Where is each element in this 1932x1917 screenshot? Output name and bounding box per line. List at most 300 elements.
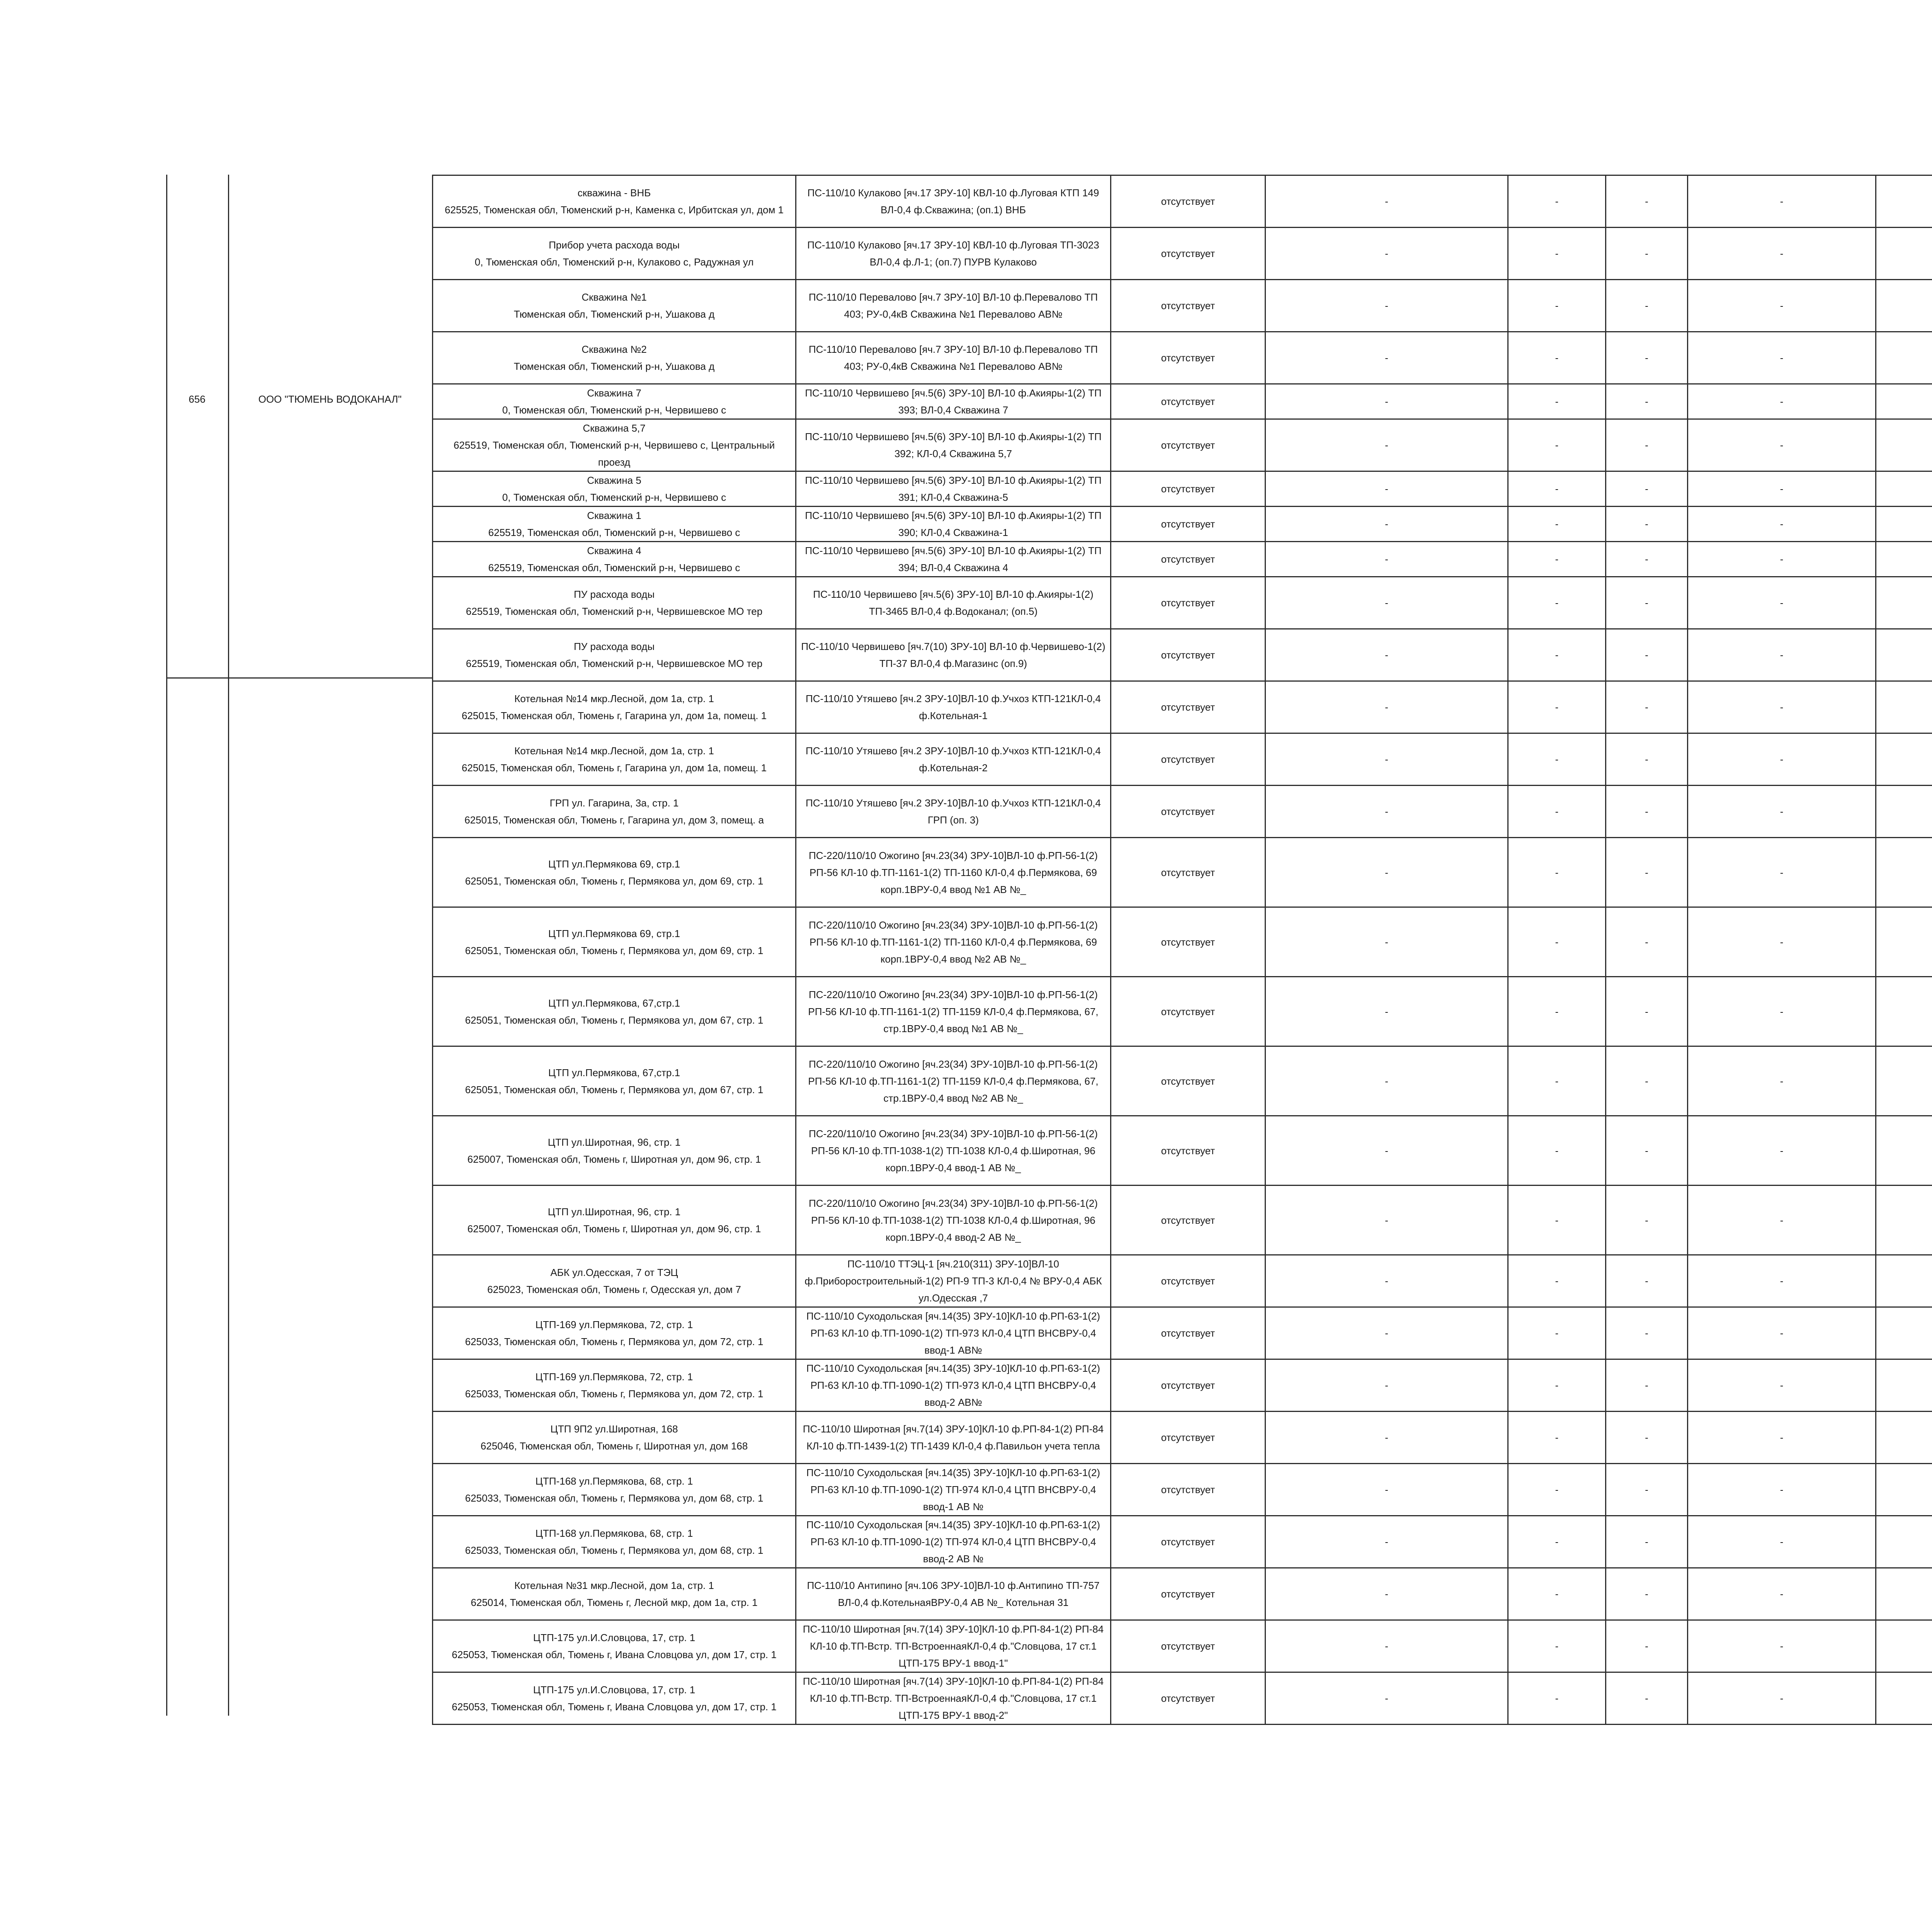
object-cell: [433, 1046, 796, 1116]
value-cell: -: [1688, 907, 1876, 977]
connection-cell: ПС-110/10 Кулаково [яч.17 ЗРУ-10] КВЛ-10 ф.Луговая ТП-3023 ВЛ-0,4 ф.Л-1; (оп.7) ПУРВ Кулаково: [796, 228, 1111, 280]
table-row: [433, 1046, 1932, 1116]
object-address: 625033, Тюменская обл, Тюмень г, Пермякова ул, дом 68, стр. 1: [465, 1492, 764, 1504]
value-cell: [1876, 907, 1932, 977]
value-cell: -: [1265, 786, 1508, 838]
value-cell: -: [1688, 1116, 1876, 1186]
status-cell: отсутствует: [1111, 1412, 1265, 1464]
value-cell: -: [1265, 1116, 1508, 1186]
value-cell: -: [1606, 977, 1688, 1046]
value-cell: -: [1606, 175, 1688, 228]
object-name: Скважина 5,7: [583, 422, 646, 434]
value-cell: -: [1508, 629, 1606, 681]
table-row: [433, 681, 1932, 733]
table-row: [433, 786, 1932, 838]
object-name: ЦТП-169 ул.Пермякова, 72, стр. 1: [535, 1319, 693, 1330]
value-cell: -: [1508, 577, 1606, 629]
value-cell: [1876, 1116, 1932, 1186]
value-cell: -: [1265, 1359, 1508, 1412]
object-address: 625046, Тюменская обл, Тюмень г, Широтная ул, дом 168: [480, 1440, 748, 1452]
value-cell: -: [1688, 1186, 1876, 1255]
value-cell: -: [1265, 629, 1508, 681]
value-cell: -: [1508, 1672, 1606, 1725]
value-cell: [1876, 1359, 1932, 1412]
table-row: [433, 175, 1932, 228]
object-cell: [433, 1672, 796, 1725]
value-cell: -: [1265, 1412, 1508, 1464]
table-row: [433, 507, 1932, 542]
status-cell: отсутствует: [1111, 542, 1265, 577]
table-row: [433, 1307, 1932, 1359]
value-cell: -: [1606, 1620, 1688, 1672]
connection-cell: ПС-110/10 Червишево [яч.5(6) ЗРУ-10] ВЛ-10 ф.Акияры-1(2) ТП 390; КЛ-0,4 Скважина-1: [796, 507, 1111, 542]
object-address: 625519, Тюменская обл, Тюменский р-н, Червишево с: [488, 527, 740, 538]
value-cell: -: [1606, 228, 1688, 280]
object-cell: [433, 1255, 796, 1307]
table-row: [433, 228, 1932, 280]
object-name: ЦТП-175 ул.И.Словцова, 17, стр. 1: [533, 1684, 696, 1696]
value-cell: -: [1606, 733, 1688, 786]
object-address: 625519, Тюменская обл, Тюменский р-н, Червишево с, Центральный проезд: [453, 439, 775, 468]
table-row: [433, 1412, 1932, 1464]
object-address: 0, Тюменская обл, Тюменский р-н, Червишево с: [502, 404, 726, 416]
object-cell: [433, 1307, 796, 1359]
object-cell: [433, 1464, 796, 1516]
org-divider-line: [228, 175, 229, 1716]
value-cell: -: [1508, 1116, 1606, 1186]
table-row: [433, 1620, 1932, 1672]
value-cell: [1876, 1672, 1932, 1725]
object-address: 625525, Тюменская обл, Тюменский р-н, Каменка с, Ирбитская ул, дом 1: [444, 204, 784, 216]
connection-cell: ПС-220/110/10 Ожогино [яч.23(34) ЗРУ-10]ВЛ-10 ф.РП-56-1(2) РП-56 КЛ-10 ф.ТП-1161-1(2) ТП-1159 КЛ-0,4 ф.Пермякова, 67, стр.1ВРУ-0,4 ввод №1 АВ №_: [796, 977, 1111, 1046]
object-cell: [433, 542, 796, 577]
object-name: Котельная №31 мкр.Лесной, дом 1а, стр. 1: [514, 1580, 714, 1591]
status-cell: отсутствует: [1111, 1307, 1265, 1359]
object-address: 0, Тюменская обл, Тюменский р-н, Червишево с: [502, 492, 726, 503]
object-name: ГРП ул. Гагарина, 3а, стр. 1: [549, 797, 679, 809]
object-name: ЦТП-168 ул.Пермякова, 68, стр. 1: [535, 1527, 693, 1539]
object-name: скважина - ВНБ: [577, 187, 651, 199]
value-cell: -: [1688, 838, 1876, 907]
value-cell: -: [1606, 1046, 1688, 1116]
connection-cell: ПС-110/10 Широтная [яч.7(14) ЗРУ-10]КЛ-10 ф.РП-84-1(2) РП-84 КЛ-10 ф.ТП-1439-1(2) ТП-1439 КЛ-0,4 ф.Павильон учета тепла: [796, 1412, 1111, 1464]
connection-table: [432, 175, 1932, 1725]
object-address: 625519, Тюменская обл, Тюменский р-н, Червишевское МО тер: [466, 606, 763, 617]
value-cell: -: [1606, 629, 1688, 681]
value-cell: [1876, 1046, 1932, 1116]
object-name: Скважина №2: [582, 344, 647, 355]
connection-cell: ПС-110/10 Утяшево [яч.2 ЗРУ-10]ВЛ-10 ф.Учхоз КТП-121КЛ-0,4 ф.Котельная-2: [796, 733, 1111, 786]
value-cell: -: [1508, 332, 1606, 384]
value-cell: [1876, 681, 1932, 733]
value-cell: -: [1688, 228, 1876, 280]
value-cell: -: [1508, 384, 1606, 419]
status-cell: отсутствует: [1111, 419, 1265, 471]
connection-cell: ПС-110/10 Суходольская [яч.14(35) ЗРУ-10]КЛ-10 ф.РП-63-1(2) РП-63 КЛ-10 ф.ТП-1090-1(2) ТП-973 КЛ-0,4 ЦТП ВНСВРУ-0,4 ввод-2 АВ№: [796, 1359, 1111, 1412]
value-cell: [1876, 1307, 1932, 1359]
value-cell: -: [1265, 907, 1508, 977]
table-row: [433, 977, 1932, 1046]
object-name: Котельная №14 мкр.Лесной, дом 1а, стр. 1: [514, 745, 714, 757]
object-cell: [433, 332, 796, 384]
object-address: Тюменская обл, Тюменский р-н, Ушакова д: [514, 308, 715, 320]
value-cell: -: [1265, 1568, 1508, 1620]
object-name: ЦТП 9П2 ул.Широтная, 168: [550, 1423, 678, 1435]
status-cell: отсутствует: [1111, 629, 1265, 681]
table-row: [433, 1186, 1932, 1255]
object-address: 625519, Тюменская обл, Тюменский р-н, Червишевское МО тер: [466, 658, 763, 669]
value-cell: -: [1606, 332, 1688, 384]
value-cell: -: [1606, 542, 1688, 577]
object-name: Скважина 1: [587, 510, 641, 521]
status-cell: отсутствует: [1111, 1464, 1265, 1516]
value-cell: -: [1688, 1046, 1876, 1116]
left-border-line: [166, 175, 167, 1716]
value-cell: -: [1688, 1412, 1876, 1464]
object-address: 625015, Тюменская обл, Тюмень г, Гагарина ул, дом 1а, помещ. 1: [461, 710, 767, 721]
table-row: [433, 280, 1932, 332]
value-cell: -: [1508, 1412, 1606, 1464]
object-address: 625519, Тюменская обл, Тюменский р-н, Червишево с: [488, 562, 740, 573]
object-name: Скважина 4: [587, 545, 641, 556]
value-cell: [1876, 384, 1932, 419]
value-cell: [1876, 1412, 1932, 1464]
value-cell: [1876, 332, 1932, 384]
object-name: Котельная №14 мкр.Лесной, дом 1а, стр. 1: [514, 693, 714, 704]
object-address: 625015, Тюменская обл, Тюмень г, Гагарина ул, дом 1а, помещ. 1: [461, 762, 767, 774]
value-cell: -: [1508, 1307, 1606, 1359]
connection-cell: ПС-220/110/10 Ожогино [яч.23(34) ЗРУ-10]ВЛ-10 ф.РП-56-1(2) РП-56 КЛ-10 ф.ТП-1038-1(2) ТП-1038 КЛ-0,4 ф.Широтная, 96 корп.1ВРУ-0,4 ввод-1 АВ №_: [796, 1116, 1111, 1186]
value-cell: [1876, 1620, 1932, 1672]
object-name: Прибор учета расхода воды: [549, 239, 680, 251]
status-cell: отсутствует: [1111, 1359, 1265, 1412]
object-cell: [433, 786, 796, 838]
object-cell: [433, 1186, 796, 1255]
table-row: [433, 1672, 1932, 1725]
connection-cell: ПС-110/10 Утяшево [яч.2 ЗРУ-10]ВЛ-10 ф.Учхоз КТП-121КЛ-0,4 ф.Котельная-1: [796, 681, 1111, 733]
value-cell: -: [1688, 1568, 1876, 1620]
value-cell: -: [1606, 1464, 1688, 1516]
value-cell: -: [1606, 1186, 1688, 1255]
value-cell: -: [1688, 1620, 1876, 1672]
value-cell: [1876, 175, 1932, 228]
value-cell: -: [1508, 1568, 1606, 1620]
object-cell: [433, 471, 796, 507]
value-cell: -: [1265, 1186, 1508, 1255]
value-cell: -: [1508, 681, 1606, 733]
value-cell: [1876, 1255, 1932, 1307]
object-address: Тюменская обл, Тюменский р-н, Ушакова д: [514, 361, 715, 372]
value-cell: -: [1265, 577, 1508, 629]
value-cell: [1876, 542, 1932, 577]
connection-cell: ПС-110/10 ТТЭЦ-1 [яч.210(311) ЗРУ-10]ВЛ-10 ф.Приборостроительный-1(2) РП-9 ТП-3 КЛ-0,4 № ВРУ-0,4 АБК ул.Одесская ,7: [796, 1255, 1111, 1307]
value-cell: -: [1606, 280, 1688, 332]
object-name: ЦТП-175 ул.И.Словцова, 17, стр. 1: [533, 1632, 696, 1643]
value-cell: -: [1688, 507, 1876, 542]
value-cell: -: [1508, 1255, 1606, 1307]
value-cell: [1876, 577, 1932, 629]
value-cell: -: [1606, 681, 1688, 733]
value-cell: -: [1688, 471, 1876, 507]
table-row: [433, 1516, 1932, 1568]
object-cell: [433, 1620, 796, 1672]
status-cell: отсутствует: [1111, 577, 1265, 629]
value-cell: -: [1606, 907, 1688, 977]
value-cell: [1876, 1516, 1932, 1568]
object-address: 625053, Тюменская обл, Тюмень г, Ивана Словцова ул, дом 17, стр. 1: [452, 1701, 777, 1713]
object-address: 625023, Тюменская обл, Тюмень г, Одесская ул, дом 7: [487, 1284, 741, 1295]
value-cell: -: [1265, 1464, 1508, 1516]
value-cell: -: [1508, 228, 1606, 280]
connection-cell: ПС-110/10 Червишево [яч.7(10) ЗРУ-10] ВЛ-10 ф.Червишево-1(2) ТП-37 ВЛ-0,4 ф.Магазинс (оп.9): [796, 629, 1111, 681]
value-cell: -: [1265, 542, 1508, 577]
table-row: [433, 542, 1932, 577]
value-cell: [1876, 471, 1932, 507]
value-cell: -: [1688, 1359, 1876, 1412]
object-name: Скважина 5: [587, 475, 641, 486]
value-cell: -: [1508, 1046, 1606, 1116]
table-row: [433, 629, 1932, 681]
value-cell: -: [1265, 1672, 1508, 1725]
object-address: 625053, Тюменская обл, Тюмень г, Ивана Словцова ул, дом 17, стр. 1: [452, 1649, 777, 1660]
value-cell: -: [1508, 907, 1606, 977]
value-cell: -: [1508, 1516, 1606, 1568]
value-cell: -: [1508, 977, 1606, 1046]
table-row: [433, 1359, 1932, 1412]
object-cell: [433, 577, 796, 629]
object-cell: [433, 1359, 796, 1412]
value-cell: [1876, 280, 1932, 332]
status-cell: отсутствует: [1111, 1620, 1265, 1672]
value-cell: -: [1606, 1116, 1688, 1186]
status-cell: отсутствует: [1111, 507, 1265, 542]
status-cell: отсутствует: [1111, 384, 1265, 419]
value-cell: -: [1265, 1046, 1508, 1116]
object-name: ПУ расхода воды: [573, 589, 655, 600]
value-cell: -: [1688, 1464, 1876, 1516]
value-cell: -: [1265, 1516, 1508, 1568]
connection-cell: ПС-110/10 Кулаково [яч.17 ЗРУ-10] КВЛ-10 ф.Луговая КТП 149 ВЛ-0,4 ф.Скважина; (оп.1) ВНБ: [796, 175, 1111, 228]
status-cell: отсутствует: [1111, 1046, 1265, 1116]
value-cell: -: [1508, 1359, 1606, 1412]
object-address: 625051, Тюменская обл, Тюмень г, Пермякова ул, дом 67, стр. 1: [465, 1084, 764, 1095]
value-cell: -: [1688, 629, 1876, 681]
status-cell: отсутствует: [1111, 1568, 1265, 1620]
value-cell: [1876, 1464, 1932, 1516]
connection-cell: ПС-220/110/10 Ожогино [яч.23(34) ЗРУ-10]ВЛ-10 ф.РП-56-1(2) РП-56 КЛ-10 ф.ТП-1161-1(2) ТП-1160 КЛ-0,4 ф.Пермякова, 69 корп.1ВРУ-0,4 ввод №2 АВ №_: [796, 907, 1111, 977]
connection-cell: ПС-220/110/10 Ожогино [яч.23(34) ЗРУ-10]ВЛ-10 ф.РП-56-1(2) РП-56 КЛ-10 ф.ТП-1161-1(2) ТП-1159 КЛ-0,4 ф.Пермякова, 67, стр.1ВРУ-0,4 ввод №2 АВ №_: [796, 1046, 1111, 1116]
value-cell: -: [1265, 507, 1508, 542]
status-cell: отсутствует: [1111, 1255, 1265, 1307]
value-cell: -: [1688, 332, 1876, 384]
value-cell: -: [1265, 175, 1508, 228]
value-cell: -: [1688, 733, 1876, 786]
table-row: [433, 471, 1932, 507]
status-cell: отсутствует: [1111, 907, 1265, 977]
value-cell: -: [1688, 419, 1876, 471]
value-cell: -: [1508, 471, 1606, 507]
object-cell: [433, 733, 796, 786]
value-cell: -: [1265, 228, 1508, 280]
status-cell: отсутствует: [1111, 733, 1265, 786]
value-cell: -: [1606, 786, 1688, 838]
object-address: 625014, Тюменская обл, Тюмень г, Лесной мкр, дом 1а, стр. 1: [471, 1597, 758, 1608]
value-cell: -: [1606, 838, 1688, 907]
connection-cell: ПС-110/10 Червишево [яч.5(6) ЗРУ-10] ВЛ-10 ф.Акияры-1(2) ТП-3465 ВЛ-0,4 ф.Водоканал; (оп.5): [796, 577, 1111, 629]
object-cell: [433, 384, 796, 419]
connection-cell: ПС-110/10 Широтная [яч.7(14) ЗРУ-10]КЛ-10 ф.РП-84-1(2) РП-84 КЛ-10 ф.ТП-Встр. ТП-ВстроеннаяКЛ-0,4 ф."Словцова, 17 ст.1 ЦТП-175 ВРУ-1 ввод-2": [796, 1672, 1111, 1725]
object-cell: [433, 507, 796, 542]
value-cell: -: [1265, 471, 1508, 507]
value-cell: -: [1606, 1412, 1688, 1464]
object-cell: [433, 1568, 796, 1620]
status-cell: отсутствует: [1111, 228, 1265, 280]
value-cell: -: [1606, 471, 1688, 507]
object-address: 625033, Тюменская обл, Тюмень г, Пермякова ул, дом 72, стр. 1: [465, 1336, 764, 1347]
value-cell: -: [1606, 1255, 1688, 1307]
object-address: 625051, Тюменская обл, Тюмень г, Пермякова ул, дом 69, стр. 1: [465, 875, 764, 887]
value-cell: -: [1606, 1568, 1688, 1620]
status-cell: отсутствует: [1111, 1186, 1265, 1255]
value-cell: -: [1688, 384, 1876, 419]
table-row: [433, 332, 1932, 384]
value-cell: -: [1508, 419, 1606, 471]
object-cell: [433, 977, 796, 1046]
org-number: 656: [189, 393, 206, 405]
value-cell: -: [1265, 1307, 1508, 1359]
object-cell: [433, 1516, 796, 1568]
object-cell: [433, 681, 796, 733]
object-address: 625051, Тюменская обл, Тюмень г, Пермякова ул, дом 67, стр. 1: [465, 1014, 764, 1026]
object-address: 625051, Тюменская обл, Тюмень г, Пермякова ул, дом 69, стр. 1: [465, 944, 764, 956]
value-cell: -: [1265, 733, 1508, 786]
value-cell: [1876, 228, 1932, 280]
table-row: [433, 733, 1932, 786]
object-name: ЦТП ул.Пермякова 69, стр.1: [548, 927, 680, 939]
table-row: [433, 1116, 1932, 1186]
value-cell: [1876, 419, 1932, 471]
object-cell: [433, 838, 796, 907]
status-cell: отсутствует: [1111, 175, 1265, 228]
value-cell: -: [1508, 507, 1606, 542]
connection-cell: ПС-110/10 Утяшево [яч.2 ЗРУ-10]ВЛ-10 ф.Учхоз КТП-121КЛ-0,4 ГРП (оп. 3): [796, 786, 1111, 838]
object-cell: [433, 228, 796, 280]
object-name: ЦТП ул.Пермякова, 67,стр.1: [548, 997, 680, 1009]
object-address: 625015, Тюменская обл, Тюмень г, Гагарина ул, дом 3, помещ. а: [464, 814, 764, 826]
connection-cell: ПС-110/10 Червишево [яч.5(6) ЗРУ-10] ВЛ-10 ф.Акияры-1(2) ТП 392; КЛ-0,4 Скважина 5,7: [796, 419, 1111, 471]
value-cell: [1876, 629, 1932, 681]
org-name: ООО "ТЮМЕНЬ ВОДОКАНАЛ": [258, 393, 402, 405]
value-cell: -: [1508, 1620, 1606, 1672]
connection-cell: ПС-110/10 Червишево [яч.5(6) ЗРУ-10] ВЛ-10 ф.Акияры-1(2) ТП 394; ВЛ-0,4 Скважина 4: [796, 542, 1111, 577]
table-row: [433, 1568, 1932, 1620]
connection-cell: ПС-110/10 Червишево [яч.5(6) ЗРУ-10] ВЛ-10 ф.Акияры-1(2) ТП 391; КЛ-0,4 Скважина-5: [796, 471, 1111, 507]
value-cell: [1876, 733, 1932, 786]
value-cell: -: [1688, 1516, 1876, 1568]
value-cell: -: [1606, 1672, 1688, 1725]
value-cell: -: [1688, 542, 1876, 577]
value-cell: -: [1508, 838, 1606, 907]
connection-cell: ПС-110/10 Антипино [яч.106 ЗРУ-10]ВЛ-10 ф.Антипино ТП-757 ВЛ-0,4 ф.КотельнаяВРУ-0,4 АВ №_ Котельная 31: [796, 1568, 1111, 1620]
table-row: [433, 838, 1932, 907]
value-cell: -: [1688, 280, 1876, 332]
object-name: ЦТП ул.Широтная, 96, стр. 1: [548, 1206, 681, 1218]
connection-cell: ПС-110/10 Перевалово [яч.7 ЗРУ-10] ВЛ-10 ф.Перевалово ТП 403; РУ-0,4кВ Скважина №1 Перевалово АВ№: [796, 280, 1111, 332]
table-row: [433, 907, 1932, 977]
value-cell: -: [1265, 681, 1508, 733]
value-cell: -: [1508, 1464, 1606, 1516]
object-name: Скважина №1: [582, 291, 647, 303]
value-cell: -: [1508, 786, 1606, 838]
connection-cell: ПС-110/10 Суходольская [яч.14(35) ЗРУ-10]КЛ-10 ф.РП-63-1(2) РП-63 КЛ-10 ф.ТП-1090-1(2) ТП-973 КЛ-0,4 ЦТП ВНСВРУ-0,4 ввод-1 АВ№: [796, 1307, 1111, 1359]
value-cell: -: [1265, 977, 1508, 1046]
object-name: ПУ расхода воды: [573, 641, 655, 652]
object-address: 625033, Тюменская обл, Тюмень г, Пермякова ул, дом 68, стр. 1: [465, 1544, 764, 1556]
status-cell: отсутствует: [1111, 681, 1265, 733]
value-cell: -: [1688, 1255, 1876, 1307]
status-cell: отсутствует: [1111, 280, 1265, 332]
table-body: [433, 175, 1932, 1725]
connection-cell: ПС-110/10 Суходольская [яч.14(35) ЗРУ-10]КЛ-10 ф.РП-63-1(2) РП-63 КЛ-10 ф.ТП-1090-1(2) ТП-974 КЛ-0,4 ЦТП ВНСВРУ-0,4 ввод-2 АВ №: [796, 1516, 1111, 1568]
object-name: ЦТП-168 ул.Пермякова, 68, стр. 1: [535, 1475, 693, 1487]
org-group-separator: [166, 677, 432, 679]
table-row: [433, 577, 1932, 629]
value-cell: [1876, 838, 1932, 907]
value-cell: -: [1606, 507, 1688, 542]
object-name: ЦТП-169 ул.Пермякова, 72, стр. 1: [535, 1371, 693, 1383]
table-row: [433, 1255, 1932, 1307]
status-cell: отсутствует: [1111, 471, 1265, 507]
value-cell: -: [1508, 175, 1606, 228]
object-name: Скважина 7: [587, 387, 641, 399]
value-cell: [1876, 786, 1932, 838]
connection-cell: ПС-110/10 Перевалово [яч.7 ЗРУ-10] ВЛ-10 ф.Перевалово ТП 403; РУ-0,4кВ Скважина №1 Перевалово АВ№: [796, 332, 1111, 384]
connection-cell: ПС-110/10 Червишево [яч.5(6) ЗРУ-10] ВЛ-10 ф.Акияры-1(2) ТП 393; ВЛ-0,4 Скважина 7: [796, 384, 1111, 419]
object-cell: [433, 1412, 796, 1464]
value-cell: -: [1688, 175, 1876, 228]
object-address: 625033, Тюменская обл, Тюмень г, Пермякова ул, дом 72, стр. 1: [465, 1388, 764, 1400]
object-cell: [433, 280, 796, 332]
object-cell: [433, 419, 796, 471]
value-cell: -: [1688, 577, 1876, 629]
status-cell: отсутствует: [1111, 1516, 1265, 1568]
connection-cell: ПС-220/110/10 Ожогино [яч.23(34) ЗРУ-10]ВЛ-10 ф.РП-56-1(2) РП-56 КЛ-10 ф.ТП-1161-1(2) ТП-1160 КЛ-0,4 ф.Пермякова, 69 корп.1ВРУ-0,4 ввод №1 АВ №_: [796, 838, 1111, 907]
value-cell: -: [1508, 542, 1606, 577]
status-cell: отсутствует: [1111, 1672, 1265, 1725]
value-cell: [1876, 1568, 1932, 1620]
connection-cell: ПС-220/110/10 Ожогино [яч.23(34) ЗРУ-10]ВЛ-10 ф.РП-56-1(2) РП-56 КЛ-10 ф.ТП-1038-1(2) ТП-1038 КЛ-0,4 ф.Широтная, 96 корп.1ВРУ-0,4 ввод-2 АВ №_: [796, 1186, 1111, 1255]
object-name: ЦТП ул.Пермякова 69, стр.1: [548, 858, 680, 870]
value-cell: -: [1265, 1255, 1508, 1307]
status-cell: отсутствует: [1111, 332, 1265, 384]
value-cell: -: [1265, 419, 1508, 471]
value-cell: -: [1606, 1307, 1688, 1359]
object-name: ЦТП ул.Пермякова, 67,стр.1: [548, 1067, 680, 1078]
object-cell: [433, 1116, 796, 1186]
value-cell: -: [1508, 1186, 1606, 1255]
table-row: [433, 419, 1932, 471]
object-name: ЦТП ул.Широтная, 96, стр. 1: [548, 1136, 681, 1148]
value-cell: -: [1688, 786, 1876, 838]
status-cell: отсутствует: [1111, 786, 1265, 838]
object-name: АБК ул.Одесская, 7 от ТЭЦ: [550, 1267, 678, 1278]
value-cell: -: [1606, 384, 1688, 419]
value-cell: -: [1508, 733, 1606, 786]
value-cell: -: [1265, 384, 1508, 419]
value-cell: [1876, 1186, 1932, 1255]
value-cell: -: [1265, 332, 1508, 384]
status-cell: отсутствует: [1111, 977, 1265, 1046]
